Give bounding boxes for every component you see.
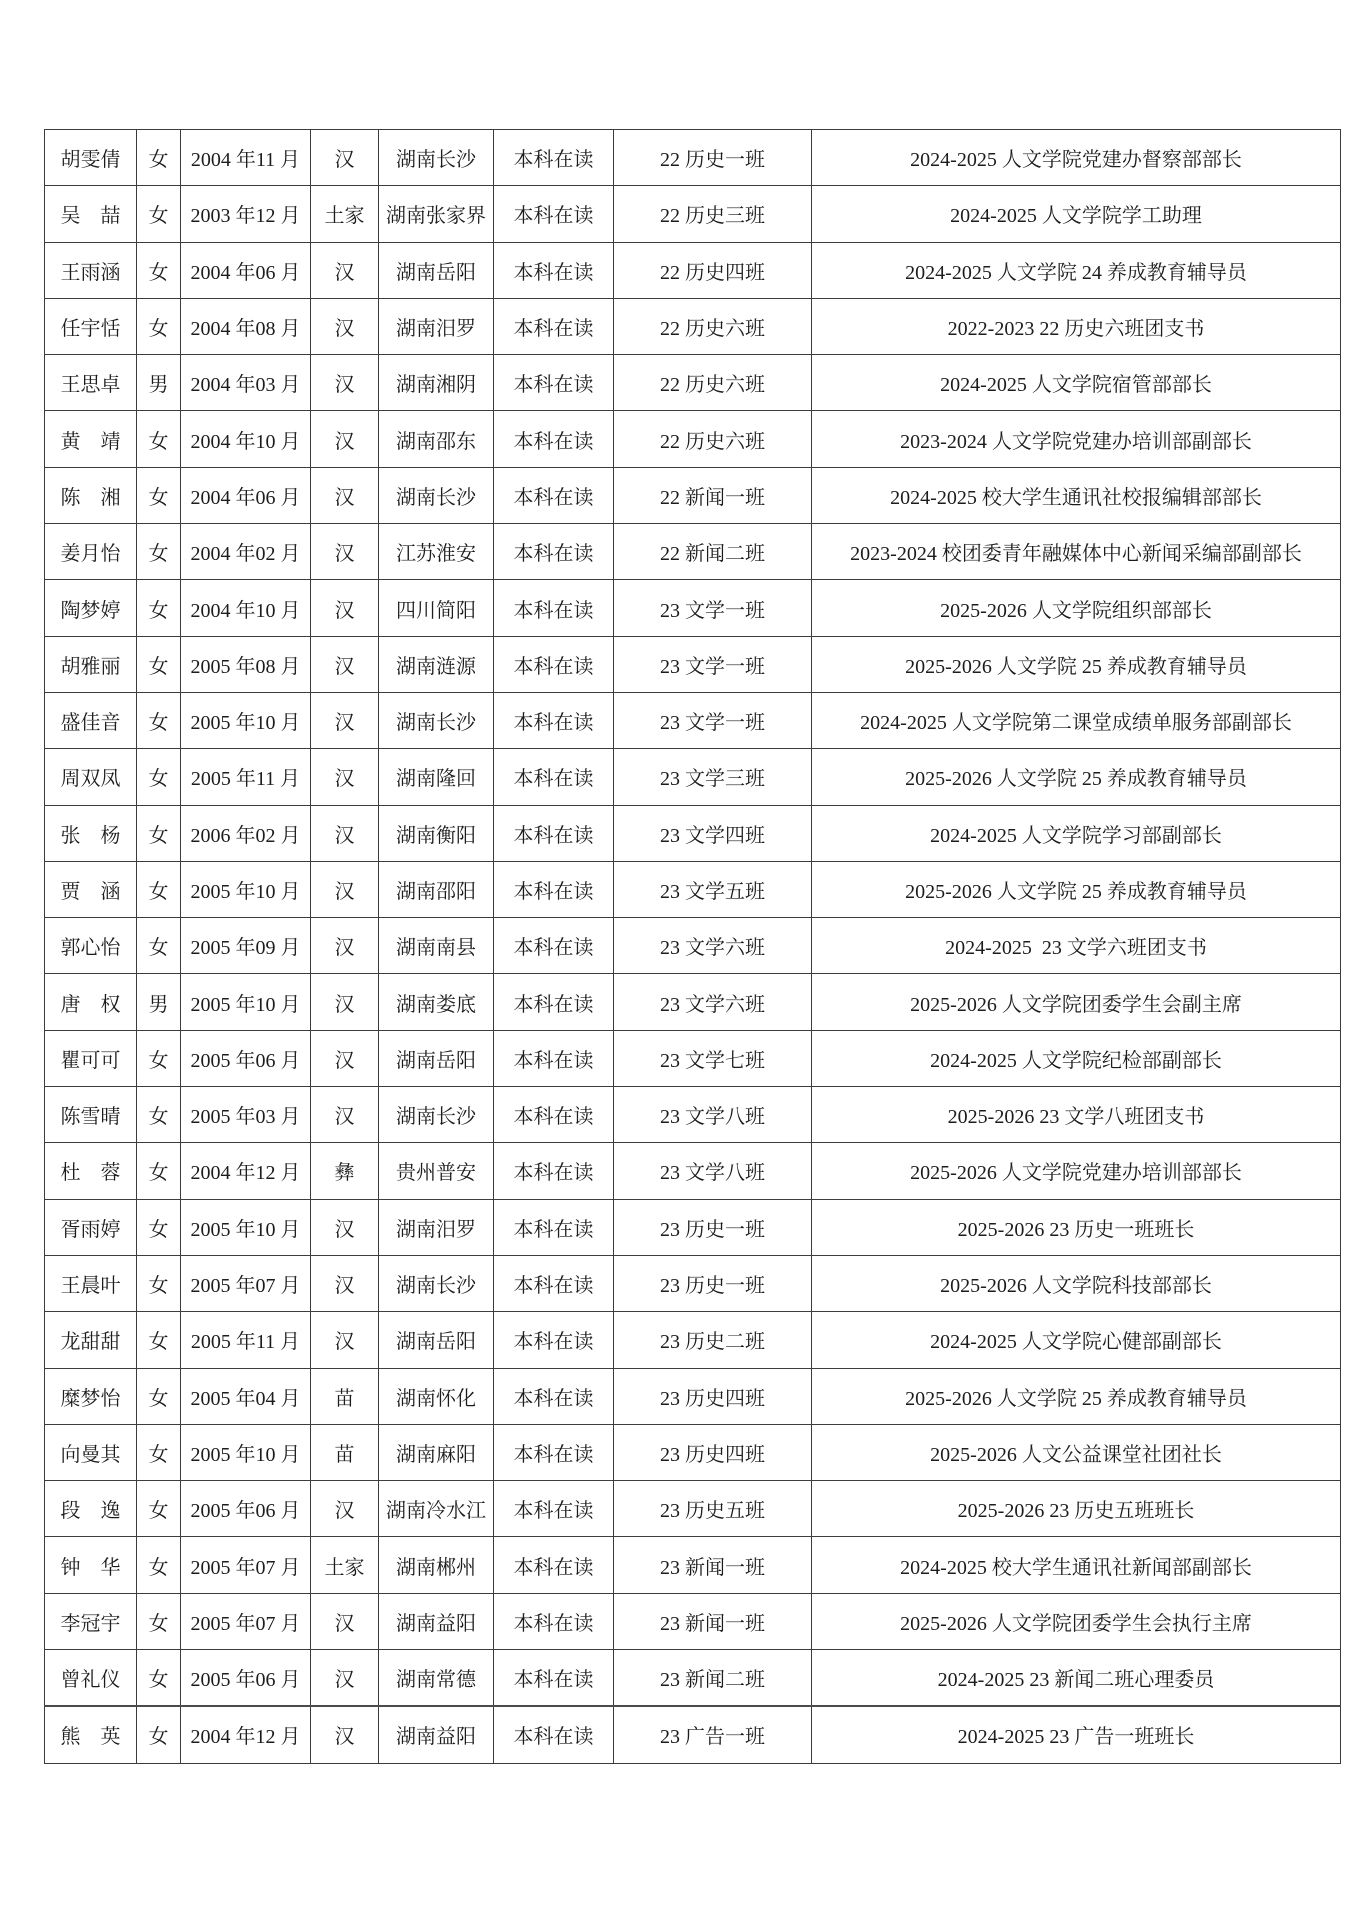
table-row xyxy=(45,1087,1341,1143)
cell-name: 向曼其 xyxy=(45,1424,137,1480)
cell-class_name: 23 文学三班 xyxy=(614,749,812,805)
cell-status: 本科在读 xyxy=(494,1650,614,1707)
cell-hometown: 湖南邵阳 xyxy=(379,861,494,917)
cell-name: 吴 喆 xyxy=(45,186,137,242)
cell-gender: 男 xyxy=(137,355,181,411)
cell-class_name: 23 文学八班 xyxy=(614,1143,812,1199)
cell-ethnicity: 土家 xyxy=(311,186,379,242)
table-row xyxy=(45,861,1341,917)
cell-class_name: 23 文学四班 xyxy=(614,805,812,861)
cell-ethnicity: 汉 xyxy=(311,1030,379,1086)
cell-name: 龙甜甜 xyxy=(45,1312,137,1368)
cell-hometown: 湖南怀化 xyxy=(379,1368,494,1424)
cell-hometown: 湖南长沙 xyxy=(379,467,494,523)
cell-position: 2025-2026 人文公益课堂社团社长 xyxy=(812,1424,1341,1480)
cell-hometown: 湖南邵东 xyxy=(379,411,494,467)
cell-ethnicity: 汉 xyxy=(311,1087,379,1143)
table-row xyxy=(45,749,1341,805)
cell-ethnicity: 汉 xyxy=(311,1706,379,1763)
cell-hometown: 四川简阳 xyxy=(379,580,494,636)
cell-position: 2024-2025 23 新闻二班心理委员 xyxy=(812,1650,1341,1707)
cell-position: 2024-2025 23 广告一班班长 xyxy=(812,1706,1341,1763)
cell-position: 2025-2026 人文学院 25 养成教育辅导员 xyxy=(812,861,1341,917)
table-row xyxy=(45,1706,1341,1763)
cell-gender: 女 xyxy=(137,186,181,242)
cell-birth: 2005 年07 月 xyxy=(181,1593,311,1649)
cell-class_name: 23 新闻一班 xyxy=(614,1593,812,1649)
cell-class_name: 23 历史二班 xyxy=(614,1312,812,1368)
cell-ethnicity: 土家 xyxy=(311,1537,379,1593)
cell-gender: 女 xyxy=(137,1199,181,1255)
table-row xyxy=(45,1650,1341,1707)
cell-gender: 女 xyxy=(137,1312,181,1368)
cell-birth: 2004 年12 月 xyxy=(181,1706,311,1763)
cell-name: 瞿可可 xyxy=(45,1030,137,1086)
cell-name: 曾礼仪 xyxy=(45,1650,137,1707)
cell-ethnicity: 苗 xyxy=(311,1368,379,1424)
cell-status: 本科在读 xyxy=(494,298,614,354)
cell-gender: 女 xyxy=(137,130,181,186)
cell-hometown: 湖南长沙 xyxy=(379,1087,494,1143)
cell-status: 本科在读 xyxy=(494,186,614,242)
cell-gender: 女 xyxy=(137,636,181,692)
cell-name: 姜月怡 xyxy=(45,524,137,580)
cell-birth: 2005 年06 月 xyxy=(181,1030,311,1086)
cell-class_name: 23 文学六班 xyxy=(614,974,812,1030)
cell-hometown: 湖南冷水江 xyxy=(379,1481,494,1537)
cell-hometown: 湖南长沙 xyxy=(379,692,494,748)
table-row xyxy=(45,974,1341,1030)
cell-birth: 2004 年10 月 xyxy=(181,411,311,467)
cell-hometown: 湖南汨罗 xyxy=(379,1199,494,1255)
cell-position: 2025-2026 人文学院 25 养成教育辅导员 xyxy=(812,749,1341,805)
cell-status: 本科在读 xyxy=(494,1255,614,1311)
cell-status: 本科在读 xyxy=(494,1537,614,1593)
cell-hometown: 湖南湘阴 xyxy=(379,355,494,411)
table-row xyxy=(45,242,1341,298)
table-row xyxy=(45,580,1341,636)
cell-hometown: 湖南张家界 xyxy=(379,186,494,242)
cell-position: 2025-2026 人文学院组织部部长 xyxy=(812,580,1341,636)
cell-class_name: 22 新闻一班 xyxy=(614,467,812,523)
cell-ethnicity: 汉 xyxy=(311,130,379,186)
cell-ethnicity: 汉 xyxy=(311,355,379,411)
cell-gender: 女 xyxy=(137,1706,181,1763)
cell-status: 本科在读 xyxy=(494,1481,614,1537)
table-row xyxy=(45,1312,1341,1368)
cell-class_name: 23 历史一班 xyxy=(614,1199,812,1255)
cell-gender: 女 xyxy=(137,1368,181,1424)
cell-hometown: 湖南益阳 xyxy=(379,1593,494,1649)
cell-position: 2025-2026 人文学院 25 养成教育辅导员 xyxy=(812,636,1341,692)
cell-name: 任宇恬 xyxy=(45,298,137,354)
cell-gender: 女 xyxy=(137,1143,181,1199)
cell-gender: 女 xyxy=(137,298,181,354)
cell-ethnicity: 汉 xyxy=(311,749,379,805)
cell-ethnicity: 汉 xyxy=(311,636,379,692)
table-row xyxy=(45,411,1341,467)
cell-position: 2022-2023 22 历史六班团支书 xyxy=(812,298,1341,354)
cell-ethnicity: 汉 xyxy=(311,1481,379,1537)
cell-ethnicity: 汉 xyxy=(311,692,379,748)
cell-birth: 2005 年10 月 xyxy=(181,1424,311,1480)
cell-name: 胥雨婷 xyxy=(45,1199,137,1255)
cell-status: 本科在读 xyxy=(494,749,614,805)
cell-birth: 2005 年10 月 xyxy=(181,974,311,1030)
cell-status: 本科在读 xyxy=(494,918,614,974)
cell-ethnicity: 汉 xyxy=(311,805,379,861)
table-row xyxy=(45,1143,1341,1199)
table-row xyxy=(45,1255,1341,1311)
cell-position: 2023-2024 人文学院党建办培训部副部长 xyxy=(812,411,1341,467)
cell-class_name: 23 历史四班 xyxy=(614,1368,812,1424)
cell-gender: 女 xyxy=(137,1537,181,1593)
cell-birth: 2005 年04 月 xyxy=(181,1368,311,1424)
cell-birth: 2006 年02 月 xyxy=(181,805,311,861)
cell-status: 本科在读 xyxy=(494,524,614,580)
cell-position: 2025-2026 人文学院团委学生会执行主席 xyxy=(812,1593,1341,1649)
cell-hometown: 江苏淮安 xyxy=(379,524,494,580)
cell-ethnicity: 汉 xyxy=(311,1593,379,1649)
cell-name: 陈 湘 xyxy=(45,467,137,523)
cell-hometown: 湖南汨罗 xyxy=(379,298,494,354)
table-row xyxy=(45,467,1341,523)
cell-ethnicity: 汉 xyxy=(311,1312,379,1368)
cell-ethnicity: 汉 xyxy=(311,1199,379,1255)
cell-class_name: 22 历史三班 xyxy=(614,186,812,242)
cell-status: 本科在读 xyxy=(494,411,614,467)
cell-birth: 2005 年08 月 xyxy=(181,636,311,692)
cell-birth: 2004 年11 月 xyxy=(181,130,311,186)
cell-status: 本科在读 xyxy=(494,130,614,186)
cell-gender: 男 xyxy=(137,974,181,1030)
cell-ethnicity: 彝 xyxy=(311,1143,379,1199)
table-row xyxy=(45,1030,1341,1086)
cell-hometown: 贵州普安 xyxy=(379,1143,494,1199)
cell-hometown: 湖南麻阳 xyxy=(379,1424,494,1480)
cell-hometown: 湖南常德 xyxy=(379,1650,494,1707)
cell-name: 王思卓 xyxy=(45,355,137,411)
cell-ethnicity: 苗 xyxy=(311,1424,379,1480)
cell-status: 本科在读 xyxy=(494,1030,614,1086)
cell-class_name: 22 新闻二班 xyxy=(614,524,812,580)
cell-status: 本科在读 xyxy=(494,1087,614,1143)
cell-class_name: 22 历史六班 xyxy=(614,298,812,354)
cell-position: 2025-2026 23 历史五班班长 xyxy=(812,1481,1341,1537)
cell-name: 胡雅丽 xyxy=(45,636,137,692)
cell-position: 2024-2025 人文学院宿管部部长 xyxy=(812,355,1341,411)
cell-position: 2025-2026 人文学院 25 养成教育辅导员 xyxy=(812,1368,1341,1424)
cell-class_name: 23 文学八班 xyxy=(614,1087,812,1143)
cell-name: 陈雪晴 xyxy=(45,1087,137,1143)
cell-status: 本科在读 xyxy=(494,974,614,1030)
cell-gender: 女 xyxy=(137,1424,181,1480)
cell-birth: 2005 年10 月 xyxy=(181,1199,311,1255)
cell-status: 本科在读 xyxy=(494,861,614,917)
cell-ethnicity: 汉 xyxy=(311,298,379,354)
cell-status: 本科在读 xyxy=(494,1593,614,1649)
cell-hometown: 湖南益阳 xyxy=(379,1706,494,1763)
cell-class_name: 23 新闻一班 xyxy=(614,1537,812,1593)
cell-gender: 女 xyxy=(137,692,181,748)
cell-position: 2024-2025 人文学院心健部副部长 xyxy=(812,1312,1341,1368)
cell-status: 本科在读 xyxy=(494,355,614,411)
cell-class_name: 23 新闻二班 xyxy=(614,1650,812,1707)
cell-name: 钟 华 xyxy=(45,1537,137,1593)
cell-hometown: 湖南岳阳 xyxy=(379,242,494,298)
table-row xyxy=(45,636,1341,692)
cell-ethnicity: 汉 xyxy=(311,580,379,636)
cell-class_name: 23 历史四班 xyxy=(614,1424,812,1480)
cell-hometown: 湖南衡阳 xyxy=(379,805,494,861)
cell-ethnicity: 汉 xyxy=(311,524,379,580)
cell-status: 本科在读 xyxy=(494,580,614,636)
cell-status: 本科在读 xyxy=(494,242,614,298)
table-row xyxy=(45,805,1341,861)
cell-name: 李冠宇 xyxy=(45,1593,137,1649)
cell-name: 杜 蓉 xyxy=(45,1143,137,1199)
cell-birth: 2005 年03 月 xyxy=(181,1087,311,1143)
cell-gender: 女 xyxy=(137,805,181,861)
cell-class_name: 23 广告一班 xyxy=(614,1706,812,1763)
cell-class_name: 23 文学一班 xyxy=(614,580,812,636)
cell-birth: 2005 年06 月 xyxy=(181,1650,311,1707)
cell-birth: 2004 年06 月 xyxy=(181,242,311,298)
cell-birth: 2005 年06 月 xyxy=(181,1481,311,1537)
table-row xyxy=(45,130,1341,186)
cell-gender: 女 xyxy=(137,861,181,917)
cell-birth: 2004 年10 月 xyxy=(181,580,311,636)
cell-class_name: 23 文学一班 xyxy=(614,636,812,692)
cell-name: 陶梦婷 xyxy=(45,580,137,636)
cell-birth: 2005 年10 月 xyxy=(181,861,311,917)
cell-class_name: 22 历史四班 xyxy=(614,242,812,298)
cell-name: 张 杨 xyxy=(45,805,137,861)
cell-class_name: 23 文学七班 xyxy=(614,1030,812,1086)
cell-gender: 女 xyxy=(137,1087,181,1143)
cell-birth: 2004 年06 月 xyxy=(181,467,311,523)
table-row xyxy=(45,1537,1341,1593)
cell-gender: 女 xyxy=(137,242,181,298)
cell-ethnicity: 汉 xyxy=(311,1255,379,1311)
cell-gender: 女 xyxy=(137,524,181,580)
cell-name: 黄 靖 xyxy=(45,411,137,467)
cell-position: 2023-2024 校团委青年融媒体中心新闻采编部副部长 xyxy=(812,524,1341,580)
cell-gender: 女 xyxy=(137,918,181,974)
cell-gender: 女 xyxy=(137,1593,181,1649)
cell-position: 2024-2025 人文学院学工助理 xyxy=(812,186,1341,242)
cell-name: 王晨叶 xyxy=(45,1255,137,1311)
table-row xyxy=(45,524,1341,580)
cell-gender: 女 xyxy=(137,411,181,467)
cell-name: 胡雯倩 xyxy=(45,130,137,186)
cell-class_name: 22 历史六班 xyxy=(614,411,812,467)
cell-ethnicity: 汉 xyxy=(311,1650,379,1707)
table-row xyxy=(45,355,1341,411)
cell-hometown: 湖南南县 xyxy=(379,918,494,974)
cell-class_name: 22 历史六班 xyxy=(614,355,812,411)
cell-gender: 女 xyxy=(137,749,181,805)
cell-birth: 2005 年07 月 xyxy=(181,1255,311,1311)
cell-name: 段 逸 xyxy=(45,1481,137,1537)
table-row xyxy=(45,186,1341,242)
cell-ethnicity: 汉 xyxy=(311,467,379,523)
cell-hometown: 湖南郴州 xyxy=(379,1537,494,1593)
cell-ethnicity: 汉 xyxy=(311,974,379,1030)
cell-status: 本科在读 xyxy=(494,636,614,692)
cell-name: 周双凤 xyxy=(45,749,137,805)
cell-ethnicity: 汉 xyxy=(311,242,379,298)
cell-class_name: 23 历史一班 xyxy=(614,1255,812,1311)
cell-class_name: 23 文学六班 xyxy=(614,918,812,974)
table-row xyxy=(45,1199,1341,1255)
cell-birth: 2004 年12 月 xyxy=(181,1143,311,1199)
cell-ethnicity: 汉 xyxy=(311,861,379,917)
cell-class_name: 22 历史一班 xyxy=(614,130,812,186)
cell-name: 熊 英 xyxy=(45,1706,137,1763)
cell-name: 王雨涵 xyxy=(45,242,137,298)
cell-position: 2024-2025 校大学生通讯社校报编辑部部长 xyxy=(812,467,1341,523)
cell-birth: 2004 年03 月 xyxy=(181,355,311,411)
cell-ethnicity: 汉 xyxy=(311,918,379,974)
cell-name: 贾 涵 xyxy=(45,861,137,917)
student-roster-table-container xyxy=(44,129,1341,1764)
cell-status: 本科在读 xyxy=(494,1706,614,1763)
cell-hometown: 湖南岳阳 xyxy=(379,1312,494,1368)
cell-gender: 女 xyxy=(137,580,181,636)
cell-position: 2024-2025 人文学院纪检部副部长 xyxy=(812,1030,1341,1086)
cell-gender: 女 xyxy=(137,1255,181,1311)
student-roster-table xyxy=(44,129,1341,1764)
cell-name: 唐 权 xyxy=(45,974,137,1030)
cell-status: 本科在读 xyxy=(494,1424,614,1480)
cell-position: 2025-2026 23 历史一班班长 xyxy=(812,1199,1341,1255)
cell-birth: 2005 年07 月 xyxy=(181,1537,311,1593)
cell-status: 本科在读 xyxy=(494,1312,614,1368)
cell-birth: 2004 年02 月 xyxy=(181,524,311,580)
cell-position: 2025-2026 人文学院团委学生会副主席 xyxy=(812,974,1341,1030)
table-row xyxy=(45,298,1341,354)
cell-birth: 2005 年10 月 xyxy=(181,692,311,748)
cell-gender: 女 xyxy=(137,1030,181,1086)
cell-hometown: 湖南长沙 xyxy=(379,1255,494,1311)
table-row xyxy=(45,1424,1341,1480)
cell-gender: 女 xyxy=(137,1650,181,1707)
cell-status: 本科在读 xyxy=(494,692,614,748)
table-row xyxy=(45,1481,1341,1537)
cell-name: 盛佳音 xyxy=(45,692,137,748)
cell-hometown: 湖南岳阳 xyxy=(379,1030,494,1086)
cell-position: 2024-2025 人文学院学习部副部长 xyxy=(812,805,1341,861)
table-row xyxy=(45,692,1341,748)
roster-rows xyxy=(45,130,1341,1764)
cell-birth: 2005 年11 月 xyxy=(181,1312,311,1368)
cell-status: 本科在读 xyxy=(494,1199,614,1255)
cell-position: 2025-2026 人文学院科技部部长 xyxy=(812,1255,1341,1311)
cell-position: 2025-2026 23 文学八班团支书 xyxy=(812,1087,1341,1143)
table-row xyxy=(45,1368,1341,1424)
cell-birth: 2004 年08 月 xyxy=(181,298,311,354)
cell-birth: 2005 年09 月 xyxy=(181,918,311,974)
cell-class_name: 23 历史五班 xyxy=(614,1481,812,1537)
cell-position: 2024-2025 23 文学六班团支书 xyxy=(812,918,1341,974)
cell-position: 2024-2025 人文学院党建办督察部部长 xyxy=(812,130,1341,186)
cell-status: 本科在读 xyxy=(494,467,614,523)
cell-hometown: 湖南隆回 xyxy=(379,749,494,805)
cell-name: 糜梦怡 xyxy=(45,1368,137,1424)
cell-class_name: 23 文学五班 xyxy=(614,861,812,917)
cell-position: 2024-2025 人文学院第二课堂成绩单服务部副部长 xyxy=(812,692,1341,748)
cell-status: 本科在读 xyxy=(494,1143,614,1199)
cell-position: 2024-2025 人文学院 24 养成教育辅导员 xyxy=(812,242,1341,298)
cell-gender: 女 xyxy=(137,1481,181,1537)
cell-birth: 2005 年11 月 xyxy=(181,749,311,805)
cell-ethnicity: 汉 xyxy=(311,411,379,467)
cell-hometown: 湖南娄底 xyxy=(379,974,494,1030)
cell-name: 郭心怡 xyxy=(45,918,137,974)
cell-hometown: 湖南长沙 xyxy=(379,130,494,186)
table-row xyxy=(45,918,1341,974)
cell-status: 本科在读 xyxy=(494,805,614,861)
cell-gender: 女 xyxy=(137,467,181,523)
cell-position: 2024-2025 校大学生通讯社新闻部副部长 xyxy=(812,1537,1341,1593)
cell-position: 2025-2026 人文学院党建办培训部部长 xyxy=(812,1143,1341,1199)
cell-class_name: 23 文学一班 xyxy=(614,692,812,748)
table-row xyxy=(45,1593,1341,1649)
cell-birth: 2003 年12 月 xyxy=(181,186,311,242)
cell-hometown: 湖南涟源 xyxy=(379,636,494,692)
cell-status: 本科在读 xyxy=(494,1368,614,1424)
